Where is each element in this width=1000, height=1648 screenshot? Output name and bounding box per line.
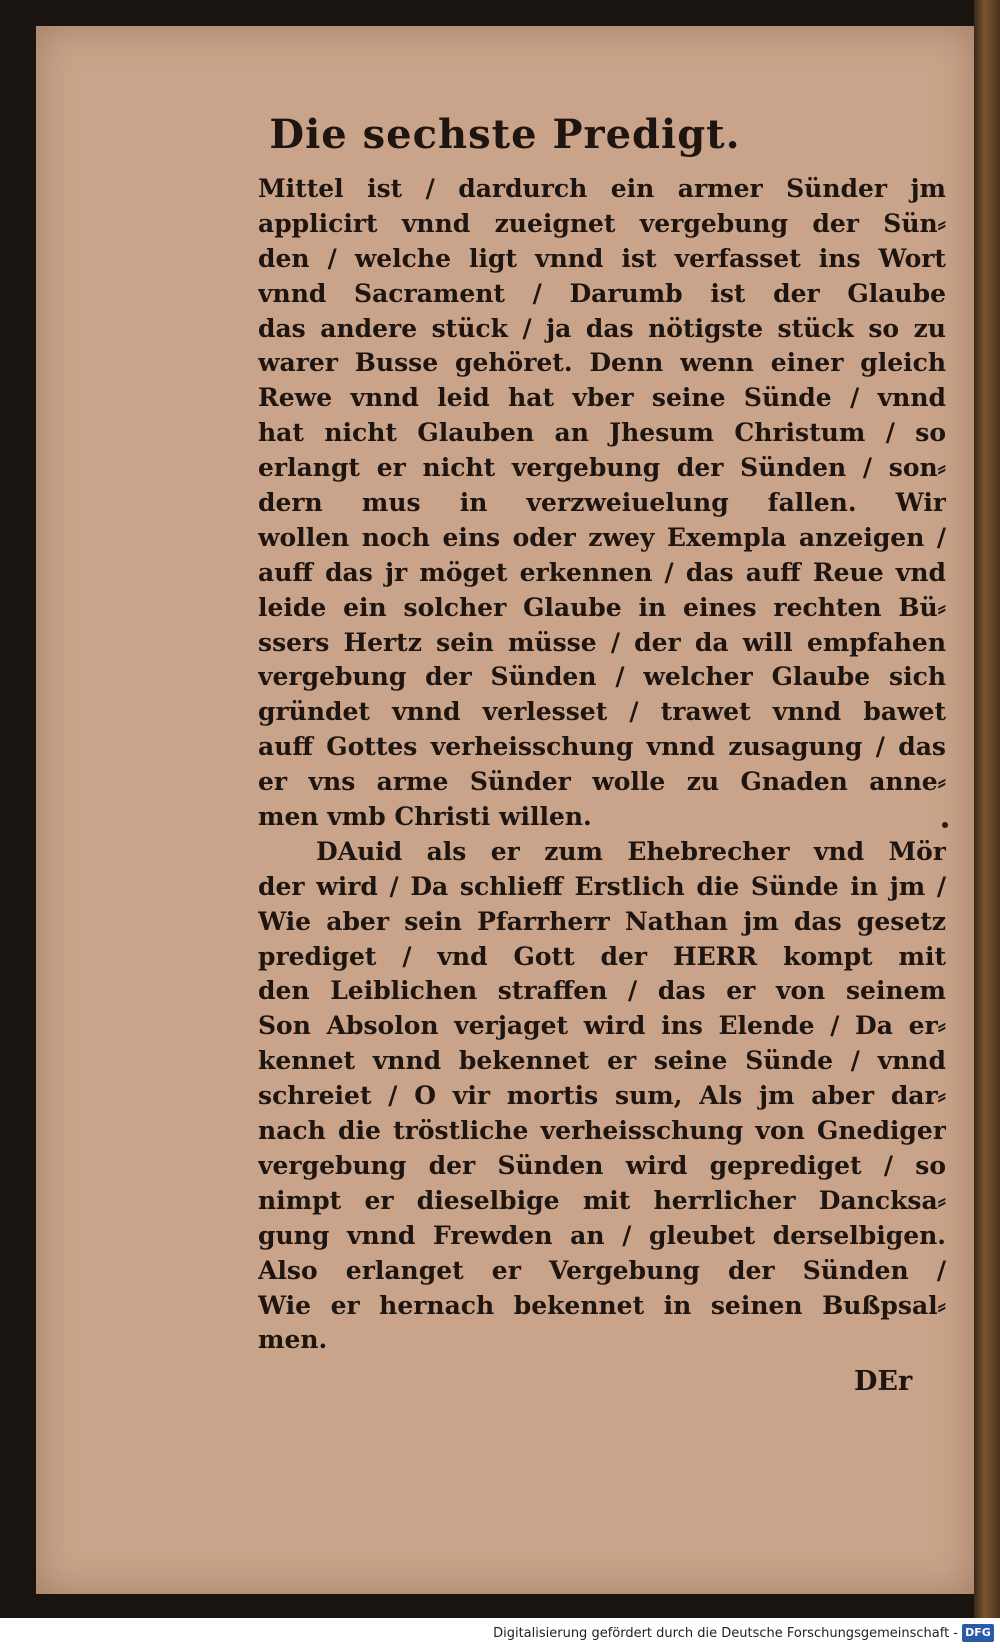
text-line: den / welche ligt vnnd ist verfasset ins Wort — [258, 243, 946, 273]
funding-credit: Digitalisierung gefördert durch die Deutsche Forschungsgemeinschaft - — [493, 1626, 958, 1641]
text-line: dern mus in verzweiuelung fallen. Wir — [258, 488, 946, 518]
text-line: nimpt er dieselbige mit herrlicher Dancksa⸗ — [258, 1185, 946, 1215]
text-line: men. — [258, 1325, 328, 1355]
text-line: vnnd Sacrament / Darumb ist der Glaube — [258, 278, 946, 308]
text-line: hat nicht Glauben an Jhesum Christum / so — [258, 418, 946, 448]
text-line: Son Absolon verjaget wird ins Elende / Da er⸗ — [258, 1011, 946, 1041]
catchword: DEr — [854, 1366, 913, 1397]
footer-bar — [0, 1620, 1000, 1648]
text-line: er vns arme Sünder wolle zu Gnaden anne⸗ — [258, 767, 946, 797]
text-line: DAuid als er zum Ehebrecher vnd Mör — [316, 836, 946, 866]
running-head: Die sechste Predigt. — [269, 111, 741, 158]
book-binding-edge — [974, 0, 1000, 1618]
text-line: Wie er hernach bekennet in seinen Bußpsal⸗ — [258, 1290, 946, 1320]
text-line: auff das jr möget erkennen / das auff Reue vnd — [258, 557, 946, 587]
text-line: kennet vnnd bekennet er seine Sünde / vnnd — [258, 1046, 946, 1076]
text-line: applicirt vnnd zueignet vergebung der Sün⸗ — [258, 208, 946, 238]
text-line: erlangt er nicht vergebung der Sünden / son⸗ — [258, 453, 946, 483]
text-line: men vmb Christi willen. — [258, 802, 592, 832]
text-line: gründet vnnd verlesset / trawet vnnd bawet — [258, 697, 946, 727]
book-page — [36, 26, 974, 1594]
body-text — [258, 172, 946, 1358]
dfg-logo: DFG — [962, 1624, 994, 1642]
text-line: gung vnnd Frewden an / gleubet derselbigen. — [258, 1220, 946, 1250]
text-line: Rewe vnnd leid hat vber seine Sünde / vnnd — [258, 383, 946, 413]
text-line: den Leiblichen straffen / das er von seinem — [258, 976, 946, 1006]
text-line: ssers Hertz sein müsse / der da will empfahen — [258, 627, 946, 657]
text-line: warer Busse gehöret. Denn wenn einer gleich — [258, 348, 946, 378]
text-line: leide ein solcher Glaube in eines rechten Bü⸗ — [258, 592, 946, 622]
text-line: vergebung der Sünden wird geprediget / so — [258, 1150, 946, 1180]
text-line: der wird / Da schlieff Erstlich die Sünde in jm / — [258, 871, 946, 901]
text-line: prediget / vnd Gott der HERR kompt mit — [258, 941, 946, 971]
text-line: nach die tröstliche verheisschung von Gnediger — [258, 1116, 946, 1146]
text-line: wollen noch eins oder zwey Exempla anzeigen / — [258, 522, 946, 552]
text-line: Also erlanget er Vergebung der Sünden / — [258, 1255, 946, 1285]
text-line: vergebung der Sünden / welcher Glaube sich — [258, 662, 946, 692]
text-line: auff Gottes verheisschung vnnd zusagung / das — [258, 732, 946, 762]
text-line: Mittel ist / dardurch ein armer Sünder jm — [258, 174, 946, 203]
text-line: schreiet / O vir mortis sum, Als jm aber dar⸗ — [258, 1081, 946, 1111]
text-line: Wie aber sein Pfarrherr Nathan jm das gesetz — [258, 906, 946, 936]
margin-mark — [942, 822, 948, 828]
text-line: das andere stück / ja das nötigste stück so zu — [258, 313, 946, 343]
